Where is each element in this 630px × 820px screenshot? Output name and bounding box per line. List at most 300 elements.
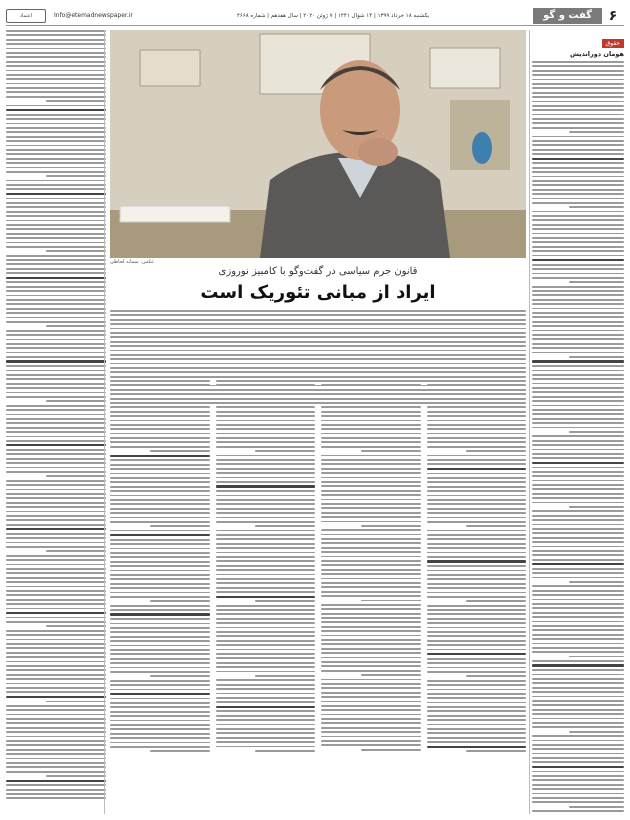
text-line [427,662,527,664]
text-line [532,568,624,570]
text-line [532,467,624,469]
text-line [427,433,527,435]
text-line [321,591,421,593]
text-line [6,162,106,164]
text-line [321,648,421,650]
text-line [321,709,421,711]
text-line [532,709,624,711]
text-line [321,582,421,584]
text-line [216,384,316,386]
text-line [216,582,316,584]
text-line [216,560,316,562]
text-line [532,515,624,517]
text-line [6,493,106,495]
text-line [532,784,624,786]
text-line [110,548,210,550]
text-line [321,389,421,391]
text-line [427,490,527,492]
text-line [6,519,106,521]
text-line [321,437,421,439]
text-line [6,378,106,380]
text-line [532,418,624,420]
text-line [6,202,106,204]
text-line [6,272,106,274]
email-link[interactable]: Info@etemadnewspaper.ir [54,12,133,19]
text-line [110,433,210,435]
text-line [532,378,624,380]
text-line [532,316,624,318]
text-line [532,797,624,799]
text-line [532,643,624,645]
text-line [110,658,210,660]
text-line [216,640,316,642]
text-line [216,587,316,589]
text-line [6,634,106,636]
text-line [6,215,106,217]
text-line [427,609,527,611]
text-line [110,310,526,312]
text-line [6,669,106,671]
text-line [110,424,210,426]
column-divider [104,30,105,814]
text-line [532,189,624,191]
text-line [321,503,421,505]
text-line [321,542,421,544]
text-line [321,411,421,413]
text-line [532,215,624,217]
text-line [46,100,106,102]
text-line [427,547,527,549]
text-line [321,446,421,448]
photo-credit: عکس: سمانه لحاظی [110,259,155,265]
text-line [427,724,527,726]
text-line [6,427,106,429]
text-line [150,600,210,602]
text-line [532,444,624,446]
text-line [427,596,527,598]
text-line [6,237,106,239]
text-line [110,724,210,726]
text-line [466,675,526,677]
text-line [427,605,527,607]
text-line [532,700,624,702]
text-line [532,682,624,684]
text-line [6,118,106,120]
text-line [110,605,210,607]
text-line [321,521,421,523]
text-line [532,744,624,746]
text-line [532,162,624,164]
text-line [321,701,421,703]
text-line [6,352,106,354]
text-line [532,599,624,601]
text-line [321,683,421,685]
text-line [532,713,624,715]
text-line [532,740,624,742]
text-line [6,360,106,362]
text-line [532,294,624,296]
text-line [427,552,527,554]
text-line [216,728,316,730]
text-line [321,696,421,698]
text-line [110,592,210,594]
text-line [110,689,210,691]
text-line [216,406,316,408]
text-line [321,665,421,667]
text-line [532,224,624,226]
text-line [46,775,106,777]
text-line [6,91,106,93]
text-line [321,529,421,531]
text-line [6,392,106,394]
text-line [321,560,421,562]
text-line [321,670,421,672]
text-line [569,206,624,208]
text-line [427,697,527,699]
text-line [427,574,527,576]
text-line [46,475,106,477]
text-line [532,413,624,415]
text-line [6,731,106,733]
text-line [532,171,624,173]
text-line [110,389,210,391]
text-line [532,775,624,777]
text-line [110,411,210,413]
text-line [532,634,624,636]
text-line [110,508,210,510]
text-line [532,383,624,385]
text-line [110,702,210,704]
text-line [6,303,106,305]
text-line [216,424,316,426]
text-line [6,312,106,314]
text-line [532,572,624,574]
text-line [427,380,527,382]
text-line [6,193,106,195]
text-line [6,603,106,605]
text-line [110,441,210,443]
text-line [216,521,316,523]
text-line [110,530,210,532]
text-line [532,563,624,565]
text-line [427,393,527,395]
text-line [321,477,421,479]
text-line [6,96,106,98]
text-line [321,617,421,619]
text-line [532,273,624,275]
text-line [569,731,624,733]
text-line [6,78,106,80]
text-line [321,516,421,518]
article-subtitle: قانون جرم سیاسی در گفت‌وگو با کامبیز نوروزی [218,266,418,277]
text-line [532,801,624,803]
text-line [110,737,210,739]
text-line [46,250,106,252]
text-line [6,74,106,76]
text-line [427,719,527,721]
text-line [427,592,527,594]
text-line [427,689,527,691]
text-line [6,52,106,54]
text-line [321,635,421,637]
text-line [216,622,316,624]
text-line [110,578,210,580]
text-line [6,114,106,116]
text-line [532,65,624,67]
text-line [110,587,210,589]
text-line [6,793,106,795]
text-line [532,114,624,116]
body-column-4 [110,380,210,814]
text-line [532,391,624,393]
text-line [110,521,210,523]
text-line [321,621,421,623]
text-line [532,493,624,495]
text-line [361,749,421,751]
text-line [321,534,421,536]
text-line [532,696,624,698]
newspaper-logo: اعتماد [6,9,46,23]
text-line [110,314,526,316]
text-line [532,374,624,376]
text-line [110,645,210,647]
text-line [110,503,210,505]
text-line [6,784,106,786]
text-line [6,665,106,667]
text-line [6,30,106,32]
text-line [532,793,624,795]
text-line [6,436,106,438]
text-line [321,420,421,422]
text-line [321,472,421,474]
text-line [532,396,624,398]
text-line [532,541,624,543]
text-line [110,517,210,519]
text-line [427,463,527,465]
text-line [216,591,316,593]
text-line [110,711,210,713]
text-line [46,325,106,327]
text-line [216,446,316,448]
text-line [427,653,527,655]
text-line [6,290,106,292]
text-line [6,224,106,226]
text-line [321,569,421,571]
text-line [46,175,106,177]
text-line [427,613,527,615]
text-line [427,741,527,743]
text-line [532,603,624,605]
text-line [532,250,624,252]
text-line [532,475,624,477]
text-line [321,652,421,654]
text-line [216,649,316,651]
text-line [532,757,624,759]
text-line [569,806,624,808]
text-line [532,167,624,169]
text-line [110,358,526,360]
text-line [110,512,210,514]
text-line [110,552,210,554]
text-line [532,462,624,464]
text-line [427,521,527,523]
text-line [532,480,624,482]
text-line [532,453,624,455]
text-line [427,446,527,448]
text-line [532,550,624,552]
text-line [216,644,316,646]
text-line [216,411,316,413]
text-line [321,626,421,628]
text-line [321,604,421,606]
text-line [532,303,624,305]
text-line [110,345,526,347]
text-line [6,467,106,469]
text-line [321,547,421,549]
text-line [6,123,106,125]
text-line [6,714,106,716]
page-number: ۶ [608,7,618,24]
text-line [216,706,316,708]
text-line [532,559,624,561]
text-line [216,556,316,558]
text-line [532,400,624,402]
text-line [216,530,316,532]
text-line [6,766,106,768]
text-line [216,578,316,580]
text-line [532,286,624,288]
text-line [216,565,316,567]
text-line [427,503,527,505]
text-line [427,499,527,501]
text-line [321,687,421,689]
text-line [6,577,106,579]
text-line [6,678,106,680]
text-line [216,477,316,479]
text-line [569,656,624,658]
text-line [6,621,106,623]
text-line [532,735,624,737]
text-line [321,705,421,707]
text-line [6,83,106,85]
text-line [532,519,624,521]
text-line [6,762,106,764]
text-line [216,459,316,461]
text-line [6,586,106,588]
text-line [110,667,210,669]
text-line [321,415,421,417]
text-line [110,332,526,334]
column-author: هومان دورانديش [569,50,624,58]
text-line [6,617,106,619]
text-line [321,538,421,540]
text-line [466,450,526,452]
text-line [532,321,624,323]
text-line [532,638,624,640]
text-line [6,140,106,142]
text-line [427,635,527,637]
text-line [532,629,624,631]
text-line [427,508,527,510]
text-line [532,211,624,213]
text-line [6,277,106,279]
text-line [321,459,421,461]
text-line [6,136,106,138]
text-line [6,61,106,63]
text-line [532,83,624,85]
text-line [6,462,106,464]
text-line [361,450,421,452]
text-line [6,56,106,58]
text-line [427,710,527,712]
text-line [6,515,106,517]
text-line [6,581,106,583]
text-line [110,693,210,695]
text-line [6,220,106,222]
text-line [216,715,316,717]
text-line [6,158,106,160]
text-line [6,506,106,508]
text-line [6,797,106,799]
text-line [427,618,527,620]
text-line [427,538,527,540]
text-line [110,640,210,642]
text-line [6,286,106,288]
text-line [6,533,106,535]
text-line [532,96,624,98]
text-line [427,556,527,558]
text-line [6,167,106,169]
text-line [532,616,624,618]
text-line [216,428,316,430]
article-headline: ایراد از مبانی تئوریک است [200,282,436,303]
text-line [532,70,624,72]
text-line [427,468,527,470]
text-line [6,691,106,693]
text-line [6,206,106,208]
text-line [532,449,624,451]
text-line [6,511,106,513]
text-line [216,468,316,470]
text-line [532,532,624,534]
article-body-columns [110,380,526,814]
text-line [6,184,106,186]
text-line [6,709,106,711]
text-line [532,471,624,473]
text-line [427,415,527,417]
text-line [6,471,106,473]
text-line [427,649,527,651]
text-line [6,789,106,791]
text-line [6,242,106,244]
text-line [6,444,106,446]
text-line [532,748,624,750]
text-line [532,299,624,301]
text-line [532,74,624,76]
text-line [6,246,106,248]
text-line [321,630,421,632]
text-line [216,574,316,576]
text-line [110,446,210,448]
text-line [532,87,624,89]
text-line [427,706,527,708]
text-line [110,473,210,475]
text-line [110,684,210,686]
text-line [6,211,106,213]
text-line [532,669,624,671]
text-line [216,547,316,549]
text-line [216,485,316,487]
